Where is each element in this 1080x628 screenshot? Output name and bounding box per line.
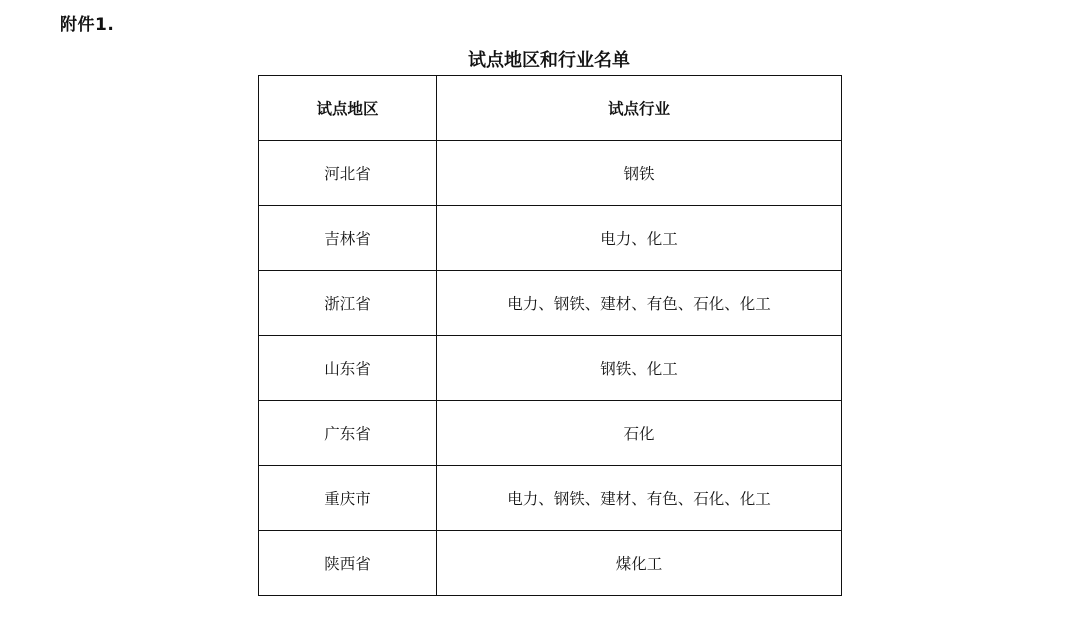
- industry-cell: 电力、化工: [437, 206, 842, 271]
- table-row: [259, 271, 842, 336]
- header-region: 试点地区: [259, 76, 437, 141]
- industry-cell: 钢铁: [437, 141, 842, 206]
- industry-cell: 钢铁、化工: [437, 336, 842, 401]
- pilot-list-table: [258, 75, 842, 596]
- table-row: [259, 531, 842, 596]
- table-row: [259, 141, 842, 206]
- industry-cell: 电力、钢铁、建材、有色、石化、化工: [437, 271, 842, 336]
- industry-cell: 石化: [437, 401, 842, 466]
- industry-cell: 电力、钢铁、建材、有色、石化、化工: [437, 466, 842, 531]
- region-cell: 吉林省: [259, 206, 437, 271]
- region-cell: 山东省: [259, 336, 437, 401]
- table-row: [259, 336, 842, 401]
- table-header-row: [259, 76, 842, 141]
- region-cell: 浙江省: [259, 271, 437, 336]
- table-title: 试点地区和行业名单: [468, 50, 630, 71]
- table-row: [259, 466, 842, 531]
- table-row: [259, 206, 842, 271]
- table-row: [259, 401, 842, 466]
- region-cell: 河北省: [259, 141, 437, 206]
- region-cell: 广东省: [259, 401, 437, 466]
- region-cell: 重庆市: [259, 466, 437, 531]
- header-industry: 试点行业: [437, 76, 842, 141]
- region-cell: 陕西省: [259, 531, 437, 596]
- industry-cell: 煤化工: [437, 531, 842, 596]
- attachment-label: 附件1.: [60, 15, 115, 35]
